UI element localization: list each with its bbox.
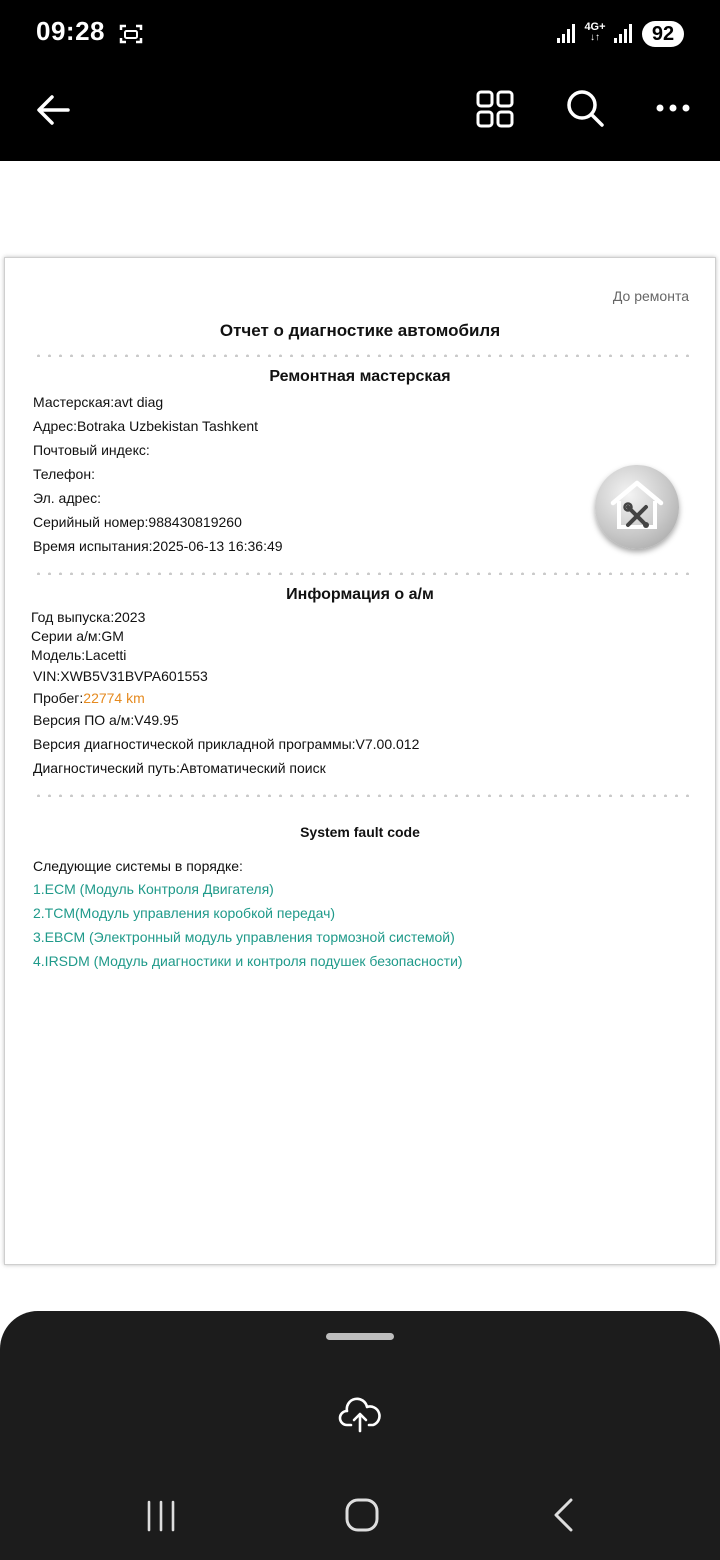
vehicle-mileage: [33, 690, 145, 706]
fault-system-link[interactable]: 4.IRSDM (Модуль диагностики и контроля подушек безопасности): [33, 953, 463, 969]
workshop-heading: Ремонтная мастерская: [269, 368, 451, 385]
workshop-line: Почтовый индекс:: [33, 442, 150, 458]
signal-icon: [556, 24, 578, 44]
grid-view-icon[interactable]: [476, 90, 514, 128]
app-version: Версия диагностической прикладной программы:V7.00.012: [33, 736, 420, 752]
network-arrows: ↓↑: [590, 32, 600, 43]
divider: [33, 572, 693, 575]
workshop-line: Время испытания:2025-06-13 16:36:49: [33, 538, 283, 554]
fault-intro: Следующие системы в порядке:: [33, 858, 243, 874]
mileage-label: Пробег:: [33, 690, 84, 706]
vehicle-vin: VIN:XWB5V31BVPA601553: [33, 668, 208, 684]
nav-back-icon[interactable]: [550, 1497, 576, 1533]
workshop-line: Телефон:: [33, 466, 95, 482]
vehicle-software-version: Версия ПО а/м:V49.95: [33, 712, 179, 728]
workshop-line: Мастерская:avt diag: [33, 394, 164, 410]
workshop-line: Эл. адрес:: [33, 490, 101, 506]
mileage-value: 22774 km: [83, 690, 145, 706]
divider: [33, 354, 693, 357]
bottom-sheet: [0, 1311, 720, 1560]
page-tag: До ремонта: [612, 288, 689, 304]
sheet-drag-handle[interactable]: [326, 1333, 394, 1340]
house-tools-icon: [607, 475, 667, 537]
vehicle-year: Год выпуска:2023: [31, 609, 146, 625]
workshop-line: Серийный номер:988430819260: [33, 514, 242, 530]
divider: [33, 794, 693, 797]
home-icon[interactable]: [344, 1497, 380, 1533]
cloud-upload-icon[interactable]: [338, 1397, 382, 1435]
fault-system-link[interactable]: 2.TCM(Модуль управления коробкой передач): [33, 905, 336, 921]
report-title: Отчет о диагностике автомобиля: [219, 321, 501, 340]
more-icon[interactable]: [655, 98, 691, 118]
fault-heading: System fault code: [300, 824, 420, 840]
top-bar: [0, 0, 720, 161]
report-page: [4, 257, 716, 1265]
diag-path: Диагностический путь:Автоматический поиск: [33, 760, 326, 776]
battery-indicator: 92: [642, 21, 684, 47]
screenshot-icon: [118, 22, 144, 46]
vehicle-model: Модель:Lacetti: [31, 647, 127, 663]
signal-icon-2: [613, 24, 635, 44]
vehicle-heading: Информация о а/м: [286, 586, 434, 603]
search-icon[interactable]: [565, 88, 605, 128]
status-time: 09:28: [36, 16, 105, 46]
network-label: 4G+: [584, 21, 606, 33]
network-type: [584, 22, 606, 43]
fault-system-link[interactable]: 3.EBCM (Электронный модуль управления тормозной системой): [33, 929, 455, 945]
workshop-line: Адрес:Botraka Uzbekistan Tashkent: [33, 418, 259, 434]
vehicle-series: Серии а/м:GM: [31, 628, 124, 644]
fault-system-link[interactable]: 1.ECM (Модуль Контроля Двигателя): [33, 881, 274, 897]
back-arrow-icon[interactable]: [34, 92, 74, 128]
recents-icon[interactable]: [144, 1499, 178, 1533]
repair-shop-badge: [595, 465, 679, 549]
